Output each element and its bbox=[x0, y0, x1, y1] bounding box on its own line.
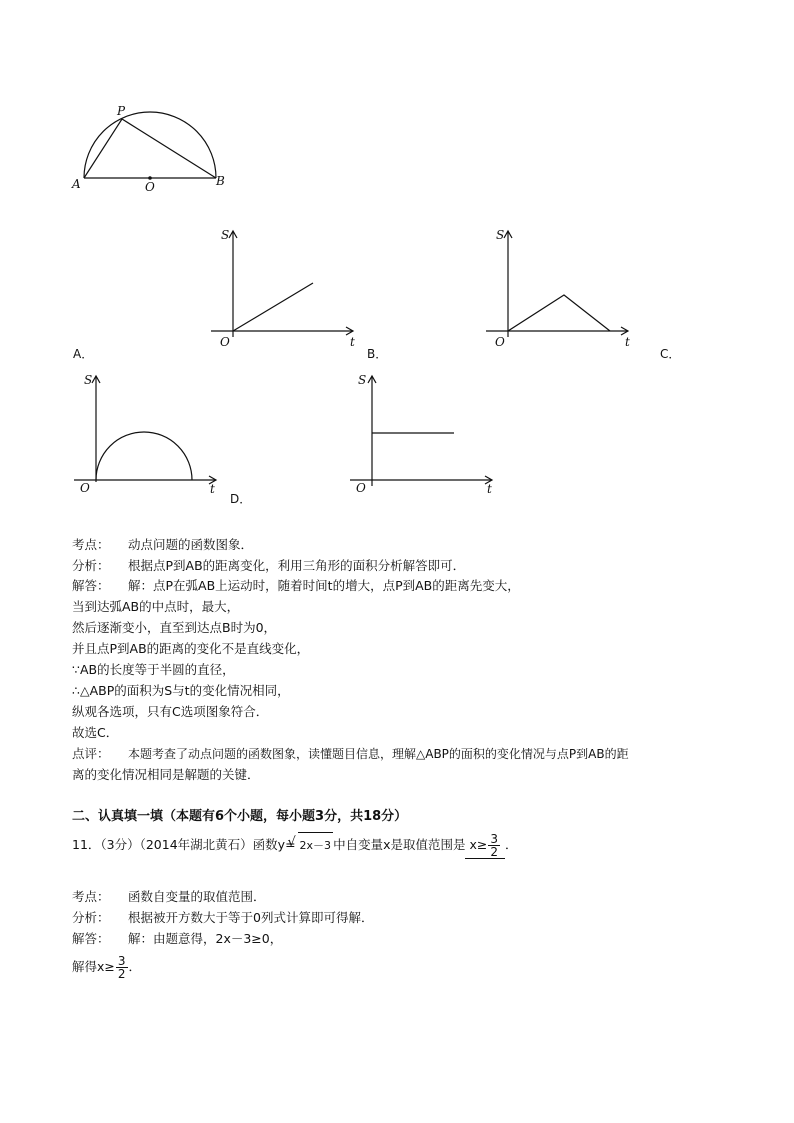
fraction-denominator: 2 bbox=[490, 845, 498, 859]
axis-s: S bbox=[84, 373, 93, 387]
q11-prefix: 11．（3分）（2014年湖北黄石）函数y= bbox=[72, 837, 296, 852]
graph-b bbox=[470, 225, 640, 355]
fraction-denominator: 2 bbox=[117, 967, 126, 981]
graph-curve bbox=[96, 432, 192, 480]
graph-line bbox=[233, 283, 313, 331]
semicircle-figure bbox=[60, 95, 240, 200]
graph-c bbox=[58, 370, 228, 500]
fraction-numerator: 3 bbox=[490, 832, 498, 846]
final-prefix: 解得x≥ bbox=[72, 959, 115, 974]
origin-o: O bbox=[80, 481, 90, 495]
axis-t: t bbox=[210, 482, 215, 496]
q11-jieda-text: 解：由题意得，2x－3≥0， bbox=[128, 931, 283, 946]
jieda-label: 解答： bbox=[72, 578, 110, 593]
q11-middle: 中自变量x是取值范围是 bbox=[333, 837, 466, 852]
dianping-line-1: 本题考查了动点问题的函数图象，读懂题目信息，理解△ABP的面积的变化情况与点P到AB的距 bbox=[128, 747, 629, 761]
question-11 bbox=[72, 832, 518, 859]
origin-o: O bbox=[495, 335, 505, 349]
jieda-line-4: 并且点P到AB的距离的变化不是直线变化， bbox=[72, 641, 310, 656]
chord-ap bbox=[84, 119, 122, 178]
kaodian-label: 考点： bbox=[72, 537, 110, 552]
jieda-line-3: 然后逐渐变小，直至到达点B时为0， bbox=[72, 620, 277, 635]
q11-kaodian-text: 函数自变量的取值范围． bbox=[128, 889, 266, 904]
jieda-line-5: ∵AB的长度等于半圆的直径， bbox=[72, 662, 235, 677]
final-end: ． bbox=[128, 959, 142, 974]
label-o: O bbox=[145, 180, 155, 194]
q11-answer: x≥ bbox=[469, 837, 488, 852]
graph-line bbox=[508, 295, 610, 331]
q11-fenxi-label: 分析： bbox=[72, 910, 110, 925]
q11-end: ． bbox=[504, 837, 518, 852]
option-a-label: A． bbox=[73, 347, 94, 361]
kaodian-text: 动点问题的函数图象． bbox=[128, 537, 254, 552]
option-c-label: C． bbox=[660, 347, 681, 361]
label-a: A bbox=[72, 177, 81, 191]
origin-o: O bbox=[220, 335, 230, 349]
jieda-line-7: 纵观各选项，只有C选项图象符合． bbox=[72, 704, 269, 719]
axis-s: S bbox=[358, 373, 367, 387]
q11-sqrt bbox=[298, 832, 334, 859]
q11-jieda-label: 解答： bbox=[72, 931, 110, 946]
q11-fraction bbox=[488, 833, 500, 858]
jieda-line-6: ∴△ABP的面积为S与t的变化情况相同， bbox=[72, 683, 290, 698]
q11-fenxi-text: 根据被开方数大于等于0列式计算即可得解． bbox=[128, 910, 374, 925]
axis-s: S bbox=[496, 228, 505, 242]
fenxi-label: 分析： bbox=[72, 558, 110, 573]
graph-a bbox=[195, 225, 365, 355]
q11-radicand: 2x－3 bbox=[299, 839, 332, 852]
fraction-numerator: 3 bbox=[117, 954, 126, 968]
graph-d bbox=[334, 370, 504, 500]
label-b: B bbox=[216, 174, 225, 188]
jieda-line-1: 解：点P在弧AB上运动时，随着时间t的增大，点P到AB的距离先变大， bbox=[128, 578, 520, 593]
dianping-line-2: 离的变化情况相同是解题的关键． bbox=[72, 767, 260, 782]
final-fraction bbox=[116, 955, 128, 980]
q11-final bbox=[72, 954, 141, 980]
origin-o: O bbox=[356, 481, 366, 495]
dianping-label: 点评： bbox=[72, 746, 110, 761]
semicircle-arc bbox=[84, 112, 216, 178]
axis-t: t bbox=[487, 482, 492, 496]
q11-answer-blank bbox=[465, 832, 505, 859]
axis-t: t bbox=[625, 335, 630, 349]
option-b-label: B． bbox=[367, 347, 388, 361]
option-d-label: D． bbox=[230, 492, 252, 506]
axis-s: S bbox=[221, 228, 230, 242]
axis-t: t bbox=[350, 335, 355, 349]
chord-pb bbox=[122, 119, 216, 178]
fenxi-text: 根据点P到AB的距离变化，利用三角形的面积分析解答即可． bbox=[128, 558, 466, 573]
jieda-line-2: 当到达弧AB的中点时，最大， bbox=[72, 599, 240, 614]
section-heading: 二、认真填一填（本题有6个小题，每小题3分，共18分） bbox=[72, 809, 408, 824]
jieda-line-8: 故选C． bbox=[72, 725, 119, 740]
q11-kaodian-label: 考点： bbox=[72, 889, 110, 904]
label-p: P bbox=[117, 104, 126, 118]
